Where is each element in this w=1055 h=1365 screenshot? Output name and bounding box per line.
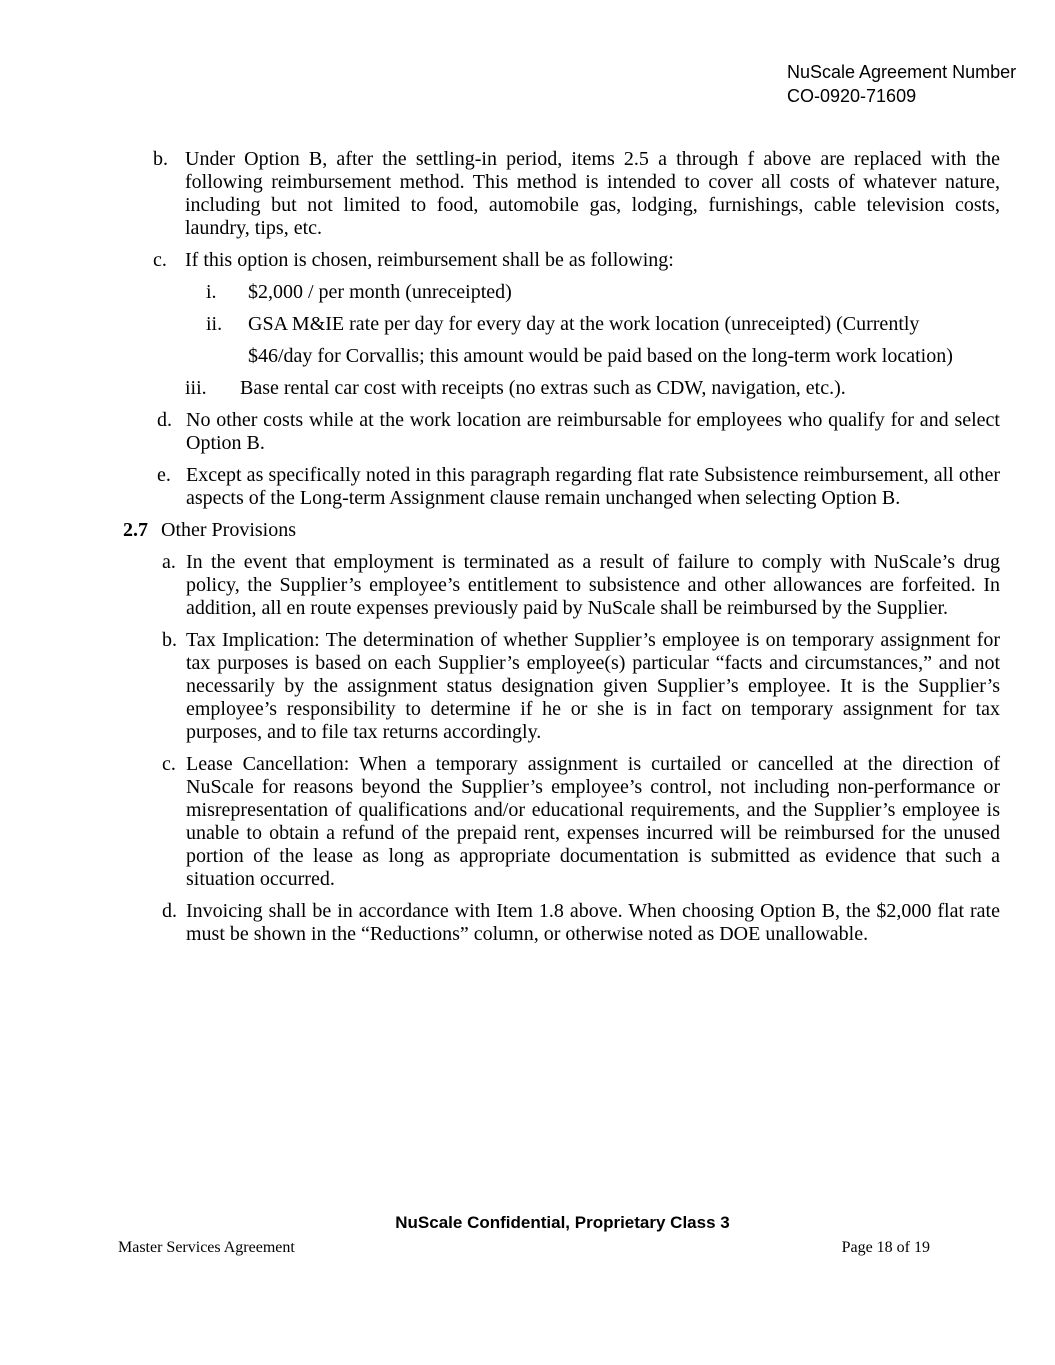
roman-item-i <box>206 281 1000 304</box>
list-item-e <box>157 464 1000 510</box>
document-body <box>0 148 1055 955</box>
list-text: $46/day for Corvallis; this amount would be paid based on the long-term work location) <box>248 345 953 367</box>
list-marker: ii. <box>206 313 223 335</box>
footer-page-number: Page 18 of 19 <box>841 1239 930 1256</box>
section-heading-2-7 <box>123 519 1055 542</box>
agreement-number-label: NuScale Agreement Number <box>787 62 1017 82</box>
list-text: Tax Implication: The determination of whether Supplier’s employee is on temporary assignment for tax purposes is based on each Supplier’s employee(s) particular “facts and circumstances,” and not necessarily by the assignment status designation given Supplier’s employee. It is the Supplier’s employee’s responsibility to determine if he or she is in fact on temporary assignment for tax purposes, and to file tax returns accordingly. <box>186 629 1000 743</box>
list-text: In the event that employment is terminated as a result of failure to comply with NuScale’s drug policy, the Supplier’s employee’s entitlement to subsistence and other allowances are forfeited. In addition, all en route expenses previously paid by NuScale shall be reimbursed by the Supplier. <box>186 551 1000 619</box>
list-marker: b. <box>153 148 168 170</box>
list-text: If this option is chosen, reimbursement shall be as following: <box>185 249 674 271</box>
list-text: Base rental car cost with receipts (no extras such as CDW, navigation, etc.). <box>240 377 846 399</box>
agreement-number-value: CO-0920-71609 <box>787 86 917 106</box>
roman-item-ii <box>206 313 1000 336</box>
agreement-header <box>787 60 1016 108</box>
provision-item-b <box>162 629 1000 744</box>
list-marker: a. <box>162 551 176 573</box>
list-item-c <box>153 249 1000 272</box>
provision-item-a <box>162 551 1000 620</box>
provision-item-d <box>162 900 1000 946</box>
list-text: No other costs while at the work location are reimbursable for employees who qualify for and select Option B. <box>186 409 1000 454</box>
footer-document-title: Master Services Agreement <box>118 1239 295 1256</box>
list-text: GSA M&IE rate per day for every day at the work location (unreceipted) (Currently <box>248 313 920 335</box>
confidentiality-notice: NuScale Confidential, Proprietary Class 3 <box>395 1213 730 1232</box>
list-marker: c. <box>162 753 176 775</box>
list-marker: d. <box>162 900 177 922</box>
provision-item-c <box>162 753 1000 891</box>
list-item-d <box>157 409 1000 455</box>
list-text: Under Option B, after the settling-in period, items 2.5 a through f above are replaced with the following reimbursement method. This method is intended to cover all costs of whatever nature, including but not limited to food, automobile gas, lodging, furnishings, cable television costs, laundry, tips, etc. <box>185 148 1000 239</box>
list-item-b <box>153 148 1000 240</box>
list-marker: b. <box>162 629 177 651</box>
list-text: Except as specifically noted in this paragraph regarding flat rate Subsistence reimbursement, all other aspects of the Long-term Assignment clause remain unchanged when selecting Option B. <box>186 464 1000 509</box>
roman-item-iii <box>185 377 1000 400</box>
section-number: 2.7 <box>123 519 148 541</box>
list-text: $2,000 / per month (unreceipted) <box>248 281 512 303</box>
list-text: Invoicing shall be in accordance with Item 1.8 above. When choosing Option B, the $2,000 flat rate must be shown in the “Reductions” column, or otherwise noted as DOE unallowable. <box>186 900 1000 945</box>
section-title: Other Provisions <box>161 519 296 541</box>
list-marker <box>206 345 248 368</box>
list-marker: c. <box>153 249 167 271</box>
list-marker: e. <box>157 464 171 486</box>
footer-row <box>0 1237 1055 1259</box>
list-marker: iii. <box>185 377 207 399</box>
list-text: Lease Cancellation: When a temporary assignment is curtailed or cancelled at the direction of NuScale for reasons beyond the Supplier’s employee’s control, not including non-performance or misrepresentation of qualifications and/or educational requirements, and the Supplier’s employee is unable to obtain a refund of the prepaid rent, expenses incurred will be reimbursed for the unused portion of the lease as long as appropriate documentation is submitted as evidence that such a situation occurred. <box>186 753 1000 890</box>
document-footer <box>0 1212 1055 1259</box>
list-marker: i. <box>206 281 217 303</box>
roman-item-ii-continuation <box>206 345 1000 368</box>
list-marker: d. <box>157 409 172 431</box>
